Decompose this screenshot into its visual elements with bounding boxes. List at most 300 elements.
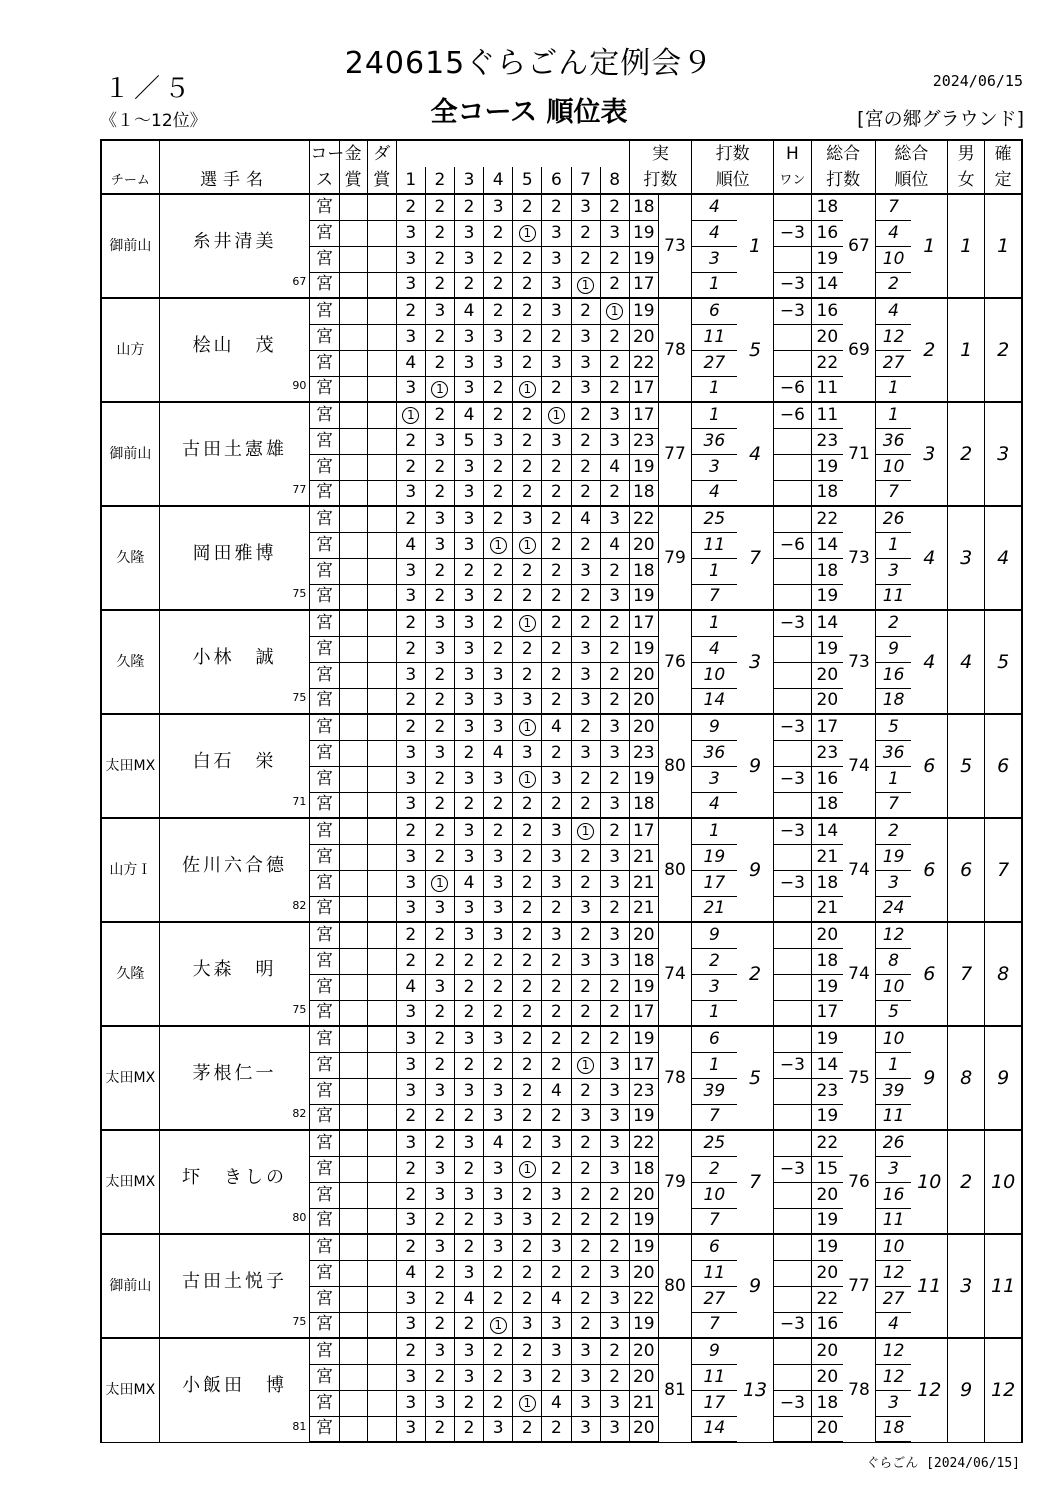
- hole-in-one-bonus: [774, 1338, 811, 1364]
- total-rank: 10: [911, 1130, 947, 1234]
- gold-award-cell: [339, 792, 367, 818]
- hole-score-value: 4: [405, 352, 417, 373]
- player-age: 67: [292, 275, 307, 288]
- hole-in-one-bonus: [774, 454, 811, 480]
- hole-score: [542, 1338, 571, 1364]
- round-total: 11: [811, 376, 843, 402]
- player-age: 75: [292, 1315, 307, 1328]
- hole-in-one-mark: 1: [519, 615, 536, 632]
- hole-score: [484, 1156, 513, 1182]
- hole-in-one-bonus: −3: [774, 298, 811, 324]
- hole-score-value: 2: [434, 404, 446, 425]
- player-cell: [159, 194, 310, 298]
- hole-score: [425, 844, 454, 870]
- hole-score: [455, 532, 484, 558]
- hole-score: [396, 246, 425, 272]
- hole-score: [600, 1364, 629, 1390]
- stroke-rank: 7: [737, 506, 774, 610]
- hole-score: [396, 350, 425, 376]
- hole-score: [425, 1338, 454, 1364]
- hole-score: [484, 1260, 513, 1286]
- course-cell: 宮: [310, 584, 339, 610]
- hole-score: [484, 1286, 513, 1312]
- hole-score-value: 2: [492, 560, 504, 581]
- course-cell: 宮: [310, 324, 339, 350]
- hole-score-value: 3: [405, 1366, 417, 1387]
- hole-score: [455, 844, 484, 870]
- hole-score-value: 3: [609, 1054, 621, 1075]
- hole-score-value: 3: [405, 898, 417, 919]
- player-age: 90: [292, 379, 307, 392]
- round-total-rank: 4: [875, 1312, 911, 1338]
- gold-award-cell: [339, 766, 367, 792]
- round-total-rank: 12: [875, 324, 911, 350]
- hole-score: [571, 1364, 600, 1390]
- hole-score-value: 2: [521, 794, 533, 815]
- table-row: [101, 1130, 1022, 1156]
- hole-score: [425, 402, 454, 428]
- course-cell: 宮: [310, 1234, 339, 1260]
- hole-in-one-mark: 1: [490, 1317, 507, 1334]
- hole-score: [513, 298, 542, 324]
- hole-score-value: 2: [434, 690, 446, 711]
- hole-score: [425, 1130, 454, 1156]
- gold-award-cell: [339, 324, 367, 350]
- gold-award-cell: [339, 1338, 367, 1364]
- final-rank: 1: [985, 194, 1022, 298]
- hole-score: [484, 246, 513, 272]
- player-cell: [159, 506, 310, 610]
- hole-score-value: 3: [405, 742, 417, 763]
- hole-in-one-bonus: [774, 246, 811, 272]
- hole-score-value: 2: [434, 924, 446, 945]
- hole-score-value: 3: [405, 664, 417, 685]
- hole-score-value: 2: [434, 1106, 446, 1127]
- hole-score-value: 3: [492, 1236, 504, 1257]
- stroke-rank: 13: [737, 1338, 774, 1442]
- hole-in-one-mark: 1: [431, 381, 448, 398]
- hole-score: [425, 922, 454, 948]
- hole-score-value: 2: [551, 1002, 562, 1023]
- hole-score: [396, 662, 425, 688]
- course-cell: 宮: [310, 1000, 339, 1026]
- hole-score: [600, 792, 629, 818]
- hole-in-one-bonus: [774, 1364, 811, 1390]
- hole-score: [484, 1078, 513, 1104]
- hole-score-value: 3: [492, 1184, 504, 1205]
- hole-score: [455, 1156, 484, 1182]
- hole-score: [571, 480, 600, 506]
- round-strokes: 22: [629, 1286, 658, 1312]
- hole-score: [396, 766, 425, 792]
- course-cell: 宮: [310, 376, 339, 402]
- hole-score: [600, 454, 629, 480]
- gold-award-cell: [339, 532, 367, 558]
- hole-score: [484, 922, 513, 948]
- da-award-cell: [367, 220, 396, 246]
- hole-score-value: 2: [492, 508, 504, 529]
- hole-score-value: 2: [434, 1054, 446, 1075]
- round-rank: 7: [692, 1312, 737, 1338]
- hole-score-value: 2: [434, 326, 446, 347]
- hole-score-value: 3: [463, 846, 475, 867]
- hole-score-value: 2: [551, 1028, 562, 1049]
- hole-score-value: 2: [521, 1340, 533, 1361]
- hole-in-one-bonus: [774, 1104, 811, 1130]
- da-award-cell: [367, 610, 396, 636]
- hole-score-value: 3: [609, 1080, 621, 1101]
- hole-score: [571, 714, 600, 740]
- hole-score: [513, 428, 542, 454]
- hole-score-value: 3: [580, 1392, 591, 1413]
- hole-score: [600, 350, 629, 376]
- round-strokes: 20: [629, 688, 658, 714]
- hole-score-value: 2: [580, 612, 591, 633]
- hole-in-one-bonus: −3: [774, 818, 811, 844]
- hole-score-value: 2: [551, 534, 562, 555]
- page-number: １／５: [104, 74, 195, 104]
- course-cell: 宮: [310, 844, 339, 870]
- hole-score-value: 3: [463, 482, 475, 503]
- hole-score-value: 2: [434, 1210, 446, 1231]
- hole-score: [513, 766, 542, 792]
- hole-score-value: 2: [609, 1236, 621, 1257]
- hole-1-label: 1: [396, 167, 425, 194]
- hole-score: [542, 922, 571, 948]
- total-strokes: 78: [843, 1338, 875, 1442]
- col-da-bottom: 賞: [367, 167, 396, 194]
- hole-score: [571, 1338, 600, 1364]
- hole-score-value: 2: [580, 872, 591, 893]
- hole-score-value: 2: [521, 326, 533, 347]
- hole-score-value: 3: [551, 222, 562, 243]
- hole-score: [396, 532, 425, 558]
- course-cell: 宮: [310, 454, 339, 480]
- col-trank-bottom: 順位: [875, 167, 947, 194]
- hole-score-value: 3: [492, 1210, 504, 1231]
- gold-award-cell: [339, 220, 367, 246]
- hole-score-value: 3: [580, 1366, 591, 1387]
- hole-score-value: 2: [492, 638, 504, 659]
- hole-score-value: 3: [463, 716, 475, 737]
- stroke-rank: 1: [737, 194, 774, 298]
- hole-score: [455, 1208, 484, 1234]
- round-total-rank: 12: [875, 1338, 911, 1364]
- gold-award-cell: [339, 1130, 367, 1156]
- hole-score-value: 3: [405, 794, 417, 815]
- hole-score-value: 2: [609, 196, 621, 217]
- col-final-bottom: 定: [985, 167, 1022, 194]
- round-total-rank: 10: [875, 246, 911, 272]
- hole-in-one-bonus: [774, 1026, 811, 1052]
- round-total: 18: [811, 558, 843, 584]
- hole-score-value: 3: [405, 1054, 417, 1075]
- hole-score-value: 3: [463, 456, 475, 477]
- hole-score-value: 2: [551, 378, 562, 399]
- actual-strokes: 78: [658, 298, 691, 402]
- hole-score-value: 2: [580, 1158, 591, 1179]
- hole-score: [571, 272, 600, 298]
- hole-score: [455, 766, 484, 792]
- hole-score: [396, 1208, 425, 1234]
- hole-in-one-mark: 1: [577, 823, 594, 840]
- da-award-cell: [367, 506, 396, 532]
- hole-score: [600, 506, 629, 532]
- hole-score: [425, 740, 454, 766]
- round-strokes: 20: [629, 1182, 658, 1208]
- col-final-top: 確: [985, 140, 1022, 167]
- hole-score-value: 3: [492, 716, 504, 737]
- hole-score: [455, 1416, 484, 1442]
- round-strokes: 21: [629, 870, 658, 896]
- course-cell: 宮: [310, 896, 339, 922]
- hole-score-value: 2: [405, 300, 417, 321]
- hole-score: [513, 324, 542, 350]
- hole-score: [600, 480, 629, 506]
- player-name: 白石 栄: [192, 751, 277, 772]
- hole-score: [542, 844, 571, 870]
- hole-score-value: 3: [405, 222, 417, 243]
- total-rank: 9: [911, 1026, 947, 1130]
- gold-award-cell: [339, 272, 367, 298]
- hole-score-value: 2: [521, 430, 533, 451]
- round-rank: 7: [692, 1208, 737, 1234]
- round-total-rank: 4: [875, 220, 911, 246]
- hole-score-value: 2: [521, 482, 533, 503]
- hole-score: [455, 558, 484, 584]
- course-cell: 宮: [310, 220, 339, 246]
- da-award-cell: [367, 818, 396, 844]
- col-jitsu-bottom: 打数: [629, 167, 691, 194]
- hole-score-value: 3: [580, 950, 591, 971]
- course-cell: 宮: [310, 818, 339, 844]
- stroke-rank: 2: [737, 922, 774, 1026]
- final-rank: 9: [985, 1026, 1022, 1130]
- hole-in-one-bonus: −6: [774, 532, 811, 558]
- hole-in-one-mark: 1: [606, 303, 623, 320]
- hole-in-one-bonus: [774, 1182, 811, 1208]
- hole-score: [571, 1390, 600, 1416]
- hole-in-one-bonus: [774, 558, 811, 584]
- hole-score-value: 3: [609, 716, 621, 737]
- hole-score: [513, 818, 542, 844]
- hole-score-value: 2: [580, 1132, 591, 1153]
- hole-score-value: 2: [521, 196, 533, 217]
- hole-score-value: 3: [609, 1262, 621, 1283]
- hole-score-value: 2: [492, 482, 504, 503]
- hole-score: [571, 324, 600, 350]
- hole-score: [542, 974, 571, 1000]
- hole-score: [455, 610, 484, 636]
- col-total-top: 総合: [811, 140, 875, 167]
- round-total-rank: 11: [875, 584, 911, 610]
- hole-score: [542, 454, 571, 480]
- hole-score: [542, 350, 571, 376]
- hole-score: [425, 246, 454, 272]
- hole-score-value: 2: [463, 1314, 475, 1335]
- hole-in-one-bonus: [774, 194, 811, 220]
- hole-score-value: 5: [463, 430, 475, 451]
- hole-score-value: 2: [492, 950, 504, 971]
- stroke-rank: 9: [737, 1234, 774, 1338]
- hole-score: [425, 688, 454, 714]
- hole-score-value: 2: [492, 612, 504, 633]
- hole-in-one-bonus: [774, 740, 811, 766]
- round-rank: 6: [692, 1234, 737, 1260]
- round-strokes: 18: [629, 948, 658, 974]
- course-cell: 宮: [310, 1026, 339, 1052]
- round-total-rank: 7: [875, 480, 911, 506]
- round-total-rank: 10: [875, 1234, 911, 1260]
- round-total-rank: 8: [875, 948, 911, 974]
- hole-score: [455, 454, 484, 480]
- gender-rank: 5: [948, 714, 985, 818]
- hole-score: [396, 1000, 425, 1026]
- da-award-cell: [367, 1260, 396, 1286]
- player-name: 圷 きしの: [182, 1167, 288, 1188]
- hole-score: [600, 1182, 629, 1208]
- hole-score: [542, 402, 571, 428]
- round-total: 19: [811, 1104, 843, 1130]
- round-strokes: 20: [629, 1416, 658, 1442]
- hole-score: [455, 1078, 484, 1104]
- hole-score-value: 2: [434, 482, 446, 503]
- hole-score: [600, 844, 629, 870]
- hole-score: [396, 194, 425, 220]
- hole-in-one-bonus: [774, 1078, 811, 1104]
- col-da-top: ダ: [367, 140, 396, 167]
- round-rank: 11: [692, 324, 737, 350]
- hole-score: [455, 792, 484, 818]
- round-total-rank: 10: [875, 974, 911, 1000]
- hole-score: [571, 870, 600, 896]
- hole-score-value: 3: [609, 1106, 621, 1127]
- hole-score-value: 2: [492, 1002, 504, 1023]
- hole-score-value: 3: [463, 1184, 475, 1205]
- hole-score-value: 2: [521, 1262, 533, 1283]
- hole-score: [542, 818, 571, 844]
- round-total-rank: 11: [875, 1208, 911, 1234]
- round-rank: 25: [692, 506, 737, 532]
- table-row: [101, 610, 1022, 636]
- gold-award-cell: [339, 740, 367, 766]
- hole-in-one-bonus: [774, 1208, 811, 1234]
- hole-score-value: 2: [609, 482, 621, 503]
- hole-in-one-mark: 1: [402, 407, 419, 424]
- gender-rank: 2: [948, 1130, 985, 1234]
- hole-score-value: 2: [434, 1132, 446, 1153]
- round-total: 19: [811, 1234, 843, 1260]
- gold-award-cell: [339, 844, 367, 870]
- hole-score: [571, 558, 600, 584]
- hole-in-one-bonus: −3: [774, 766, 811, 792]
- round-rank: 2: [692, 1156, 737, 1182]
- round-total: 19: [811, 1208, 843, 1234]
- hole-score: [542, 948, 571, 974]
- hole-score-value: 2: [405, 820, 417, 841]
- round-total: 22: [811, 506, 843, 532]
- hole-score: [600, 1312, 629, 1338]
- rank-range: 《１～12位》: [100, 111, 207, 131]
- hole-score: [600, 1130, 629, 1156]
- col-h-top: H: [774, 140, 811, 167]
- hole-score: [600, 818, 629, 844]
- round-strokes: 23: [629, 1078, 658, 1104]
- hole-score-value: 2: [609, 612, 621, 633]
- hole-score-value: 3: [405, 1132, 417, 1153]
- player-name: 古田土悦子: [182, 1271, 288, 1292]
- hole-score-value: 3: [609, 872, 621, 893]
- hole-score-value: 2: [521, 664, 533, 685]
- hole-score: [571, 1000, 600, 1026]
- round-strokes: 20: [629, 1364, 658, 1390]
- hole-score: [484, 194, 513, 220]
- hole-score: [600, 636, 629, 662]
- col-holes-top: [396, 140, 629, 167]
- hole-score-value: 2: [551, 1418, 562, 1439]
- hole-score-value: 2: [521, 1184, 533, 1205]
- gold-award-cell: [339, 1416, 367, 1442]
- hole-score-value: 4: [463, 404, 475, 425]
- hole-score-value: 3: [434, 508, 446, 529]
- table-row: [101, 194, 1022, 220]
- hole-score: [542, 1286, 571, 1312]
- hole-in-one-mark: 1: [431, 875, 448, 892]
- hole-score-value: 2: [463, 1158, 475, 1179]
- hole-score: [542, 558, 571, 584]
- hole-score-value: 4: [405, 534, 417, 555]
- footer-note: ぐらごん [2024/06/15]: [866, 1456, 1020, 1471]
- round-total: 23: [811, 1078, 843, 1104]
- hole-score: [455, 1234, 484, 1260]
- table-row: [101, 1234, 1022, 1260]
- hole-score: [396, 1052, 425, 1078]
- hole-score: [396, 584, 425, 610]
- course-cell: 宮: [310, 246, 339, 272]
- table-row: [101, 402, 1022, 428]
- actual-strokes: 81: [658, 1338, 691, 1442]
- hole-score: [484, 1026, 513, 1052]
- hole-score: [571, 454, 600, 480]
- hole-score: [600, 246, 629, 272]
- hole-score: [425, 1286, 454, 1312]
- hole-score-value: 3: [463, 1028, 475, 1049]
- round-strokes: 22: [629, 350, 658, 376]
- actual-strokes: 77: [658, 402, 691, 506]
- hole-score: [455, 1130, 484, 1156]
- hole-in-one-bonus: −3: [774, 1312, 811, 1338]
- round-strokes: 19: [629, 636, 658, 662]
- hole-score-value: 2: [434, 950, 446, 971]
- hole-score-value: 3: [521, 690, 533, 711]
- hole-score: [571, 1026, 600, 1052]
- hole-score: [600, 428, 629, 454]
- round-total: 14: [811, 272, 843, 298]
- hole-in-one-bonus: −3: [774, 1052, 811, 1078]
- hole-score-value: 2: [551, 612, 562, 633]
- total-strokes: 75: [843, 1026, 875, 1130]
- round-strokes: 21: [629, 1390, 658, 1416]
- hole-score: [484, 1390, 513, 1416]
- round-total-rank: 5: [875, 1000, 911, 1026]
- round-total-rank: 26: [875, 1130, 911, 1156]
- hole-score: [600, 584, 629, 610]
- gold-award-cell: [339, 584, 367, 610]
- player-name: 小林 誠: [192, 647, 277, 668]
- hole-score: [455, 1052, 484, 1078]
- hole-score-value: 2: [434, 248, 446, 269]
- col-h-bottom: ワン: [774, 167, 811, 194]
